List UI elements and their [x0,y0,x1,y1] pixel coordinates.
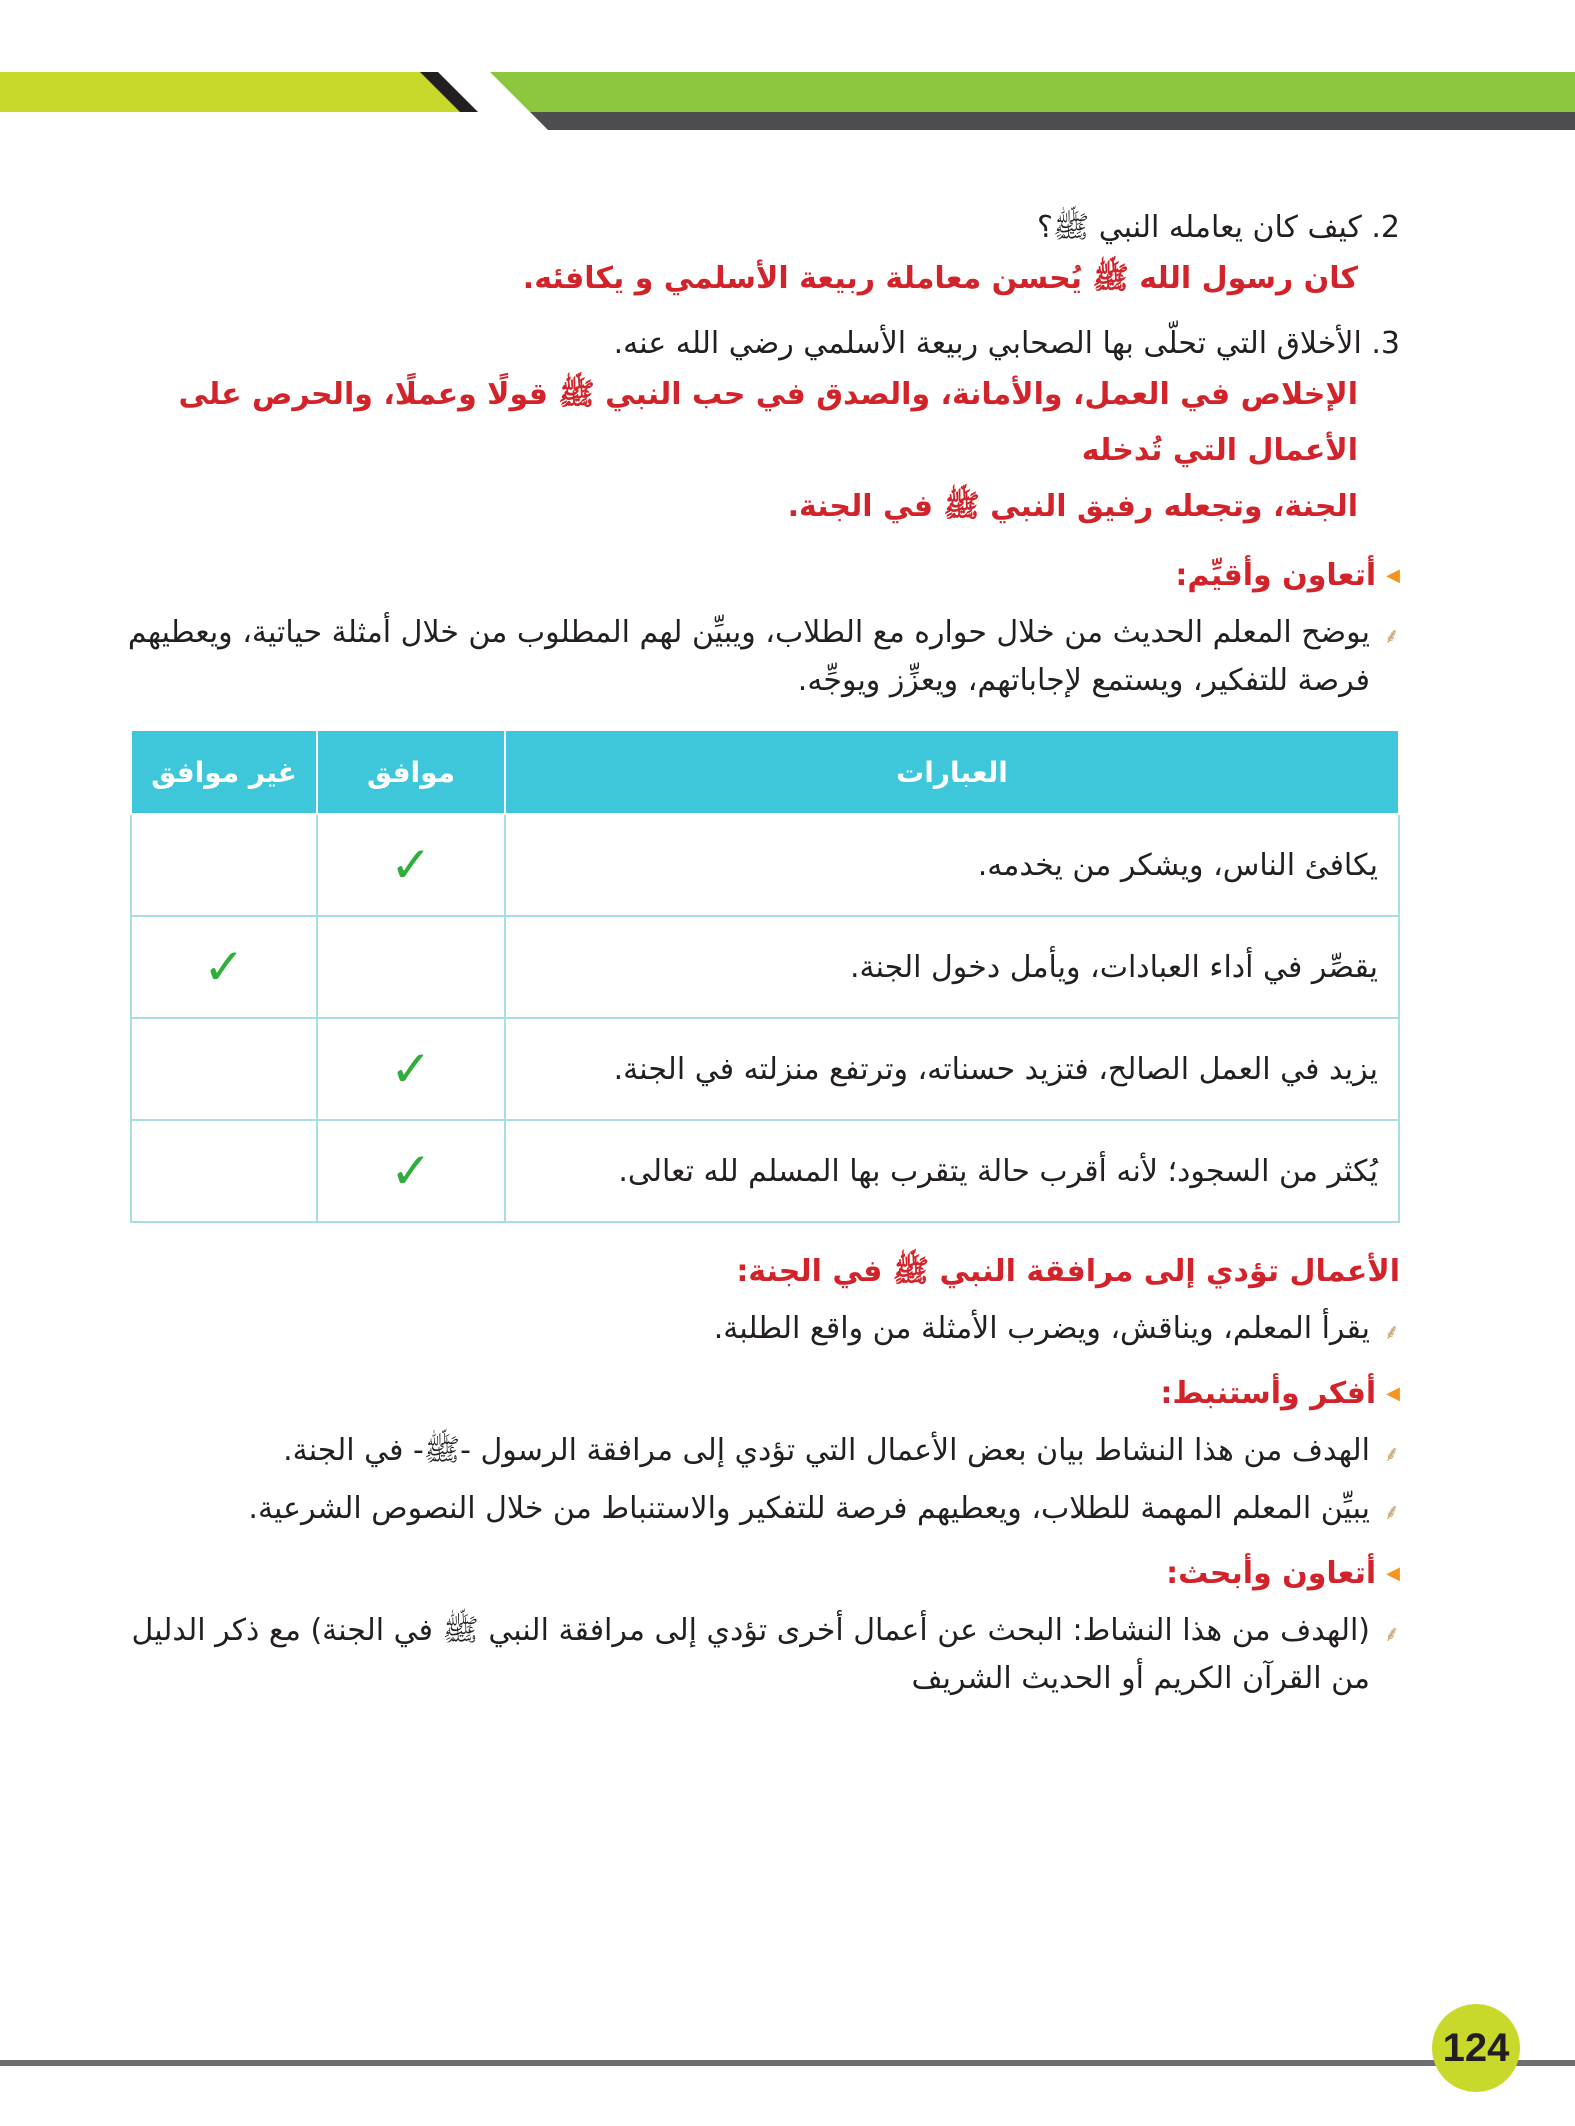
check-icon: ✓ [390,836,432,894]
header-agree: موافق [317,730,505,814]
bullet-mark-icon: ⸙ [1383,1320,1400,1345]
statement-cell: يقصِّر في أداء العبادات، ويأمل دخول الجنة. [505,916,1399,1018]
table-header-row [131,730,1399,814]
question-2: 2. كيف كان يعامله النبي ﷺ؟ [1037,210,1400,245]
statements-table [130,729,1400,1223]
triangle-bullet-icon: ◀ [1386,1563,1400,1584]
section-heading-think-deduce: ◀ أفكر وأستنبط: [110,1371,1400,1417]
header-statements: العبارات [505,730,1399,814]
section-heading-cooperate-evaluate: ◀ أتعاون وأقيِّم: [110,553,1400,599]
triangle-bullet-icon: ◀ [1386,565,1400,586]
answer-2: كان رسول الله ﷺ يُحسن معاملة ربيعة الأسلمي و يكافئه. [522,261,1358,296]
page-content [110,205,1400,1713]
check-icon: ✓ [203,938,245,996]
header-band-green [490,72,1575,112]
disagree-cell [131,1018,317,1120]
answer-3-line-1: الإخلاص في العمل، والأمانة، والصدق في حب النبي ﷺ قولًا وعملًا، والحرص على الأعمال التي تُدخله [178,377,1358,468]
header-band-shadow [530,112,1575,130]
bullet-mark-icon: ⸙ [1383,1622,1400,1647]
bullet-research-goal: ⸙ (الهدف من هذا النشاط: البحث عن أعمال أخرى تؤدي إلى مرافقة النبي ﷺ في الجنة) مع ذكر الدليل من القرآن الكريم أو الحديث الشريف [131,1613,1400,1696]
page-number-badge: 124 [1432,2004,1520,2092]
statement-cell: يزيد في العمل الصالح، فتزيد حسناته، وترتفع منزلته في الجنة. [505,1018,1399,1120]
footer-line [0,2060,1575,2066]
table-row [131,814,1399,916]
bullet-mark-icon: ⸙ [1383,1442,1400,1467]
bullet-teacher-task: ⸙ يبيِّن المعلم المهمة للطلاب، ويعطيهم فرصة للتفكير والاستنباط من خلال النصوص الشرعية. [110,1485,1400,1533]
agree-cell [317,814,505,916]
disagree-cell [131,916,317,1018]
table-row [131,1018,1399,1120]
disagree-cell [131,1120,317,1222]
agree-cell [317,1120,505,1222]
disagree-cell [131,814,317,916]
triangle-bullet-icon: ◀ [1386,1383,1400,1404]
bullet-mark-icon: ⸙ [1383,624,1400,649]
subheading-deeds-companionship: الأعمال تؤدي إلى مرافقة النبي ﷺ في الجنة: [736,1254,1400,1289]
statement-cell: يكافئ الناس، ويشكر من يخدمه. [505,814,1399,916]
header-disagree: غير موافق [131,730,317,814]
bullet-teacher-explains: ⸙ يوضح المعلم الحديث من خلال حواره مع الطلاب، ويبيِّن لهم المطلوب من خلال أمثلة حياتية، ويعطيهم فرصة للتفكير، ويستمع لإجاباتهم، ويعزِّز ويوجِّه. [127,615,1400,698]
bullet-mark-icon: ⸙ [1383,1500,1400,1525]
answer-3-line-2: الجنة، وتجعله رفيق النبي ﷺ في الجنة. [787,489,1358,524]
check-icon: ✓ [390,1142,432,1200]
question-3: 3. الأخلاق التي تحلّى بها الصحابي ربيعة الأسلمي رضي الله عنه. [613,326,1400,361]
section-heading-cooperate-research: ◀ أتعاون وأبحث: [110,1551,1400,1597]
check-icon: ✓ [390,1040,432,1098]
bullet-activity-goal: ⸙ الهدف من هذا النشاط بيان بعض الأعمال التي تؤدي إلى مرافقة الرسول -ﷺ- في الجنة. [110,1427,1400,1475]
header-band-yellow [0,72,470,112]
bullet-teacher-reads: ⸙ يقرأ المعلم، ويناقش، ويضرب الأمثلة من واقع الطلبة. [110,1305,1400,1353]
agree-cell [317,916,505,1018]
statement-cell: يُكثر من السجود؛ لأنه أقرب حالة يتقرب بها المسلم لله تعالى. [505,1120,1399,1222]
agree-cell [317,1018,505,1120]
table-row [131,916,1399,1018]
table-row [131,1120,1399,1222]
header-band [0,0,1575,140]
